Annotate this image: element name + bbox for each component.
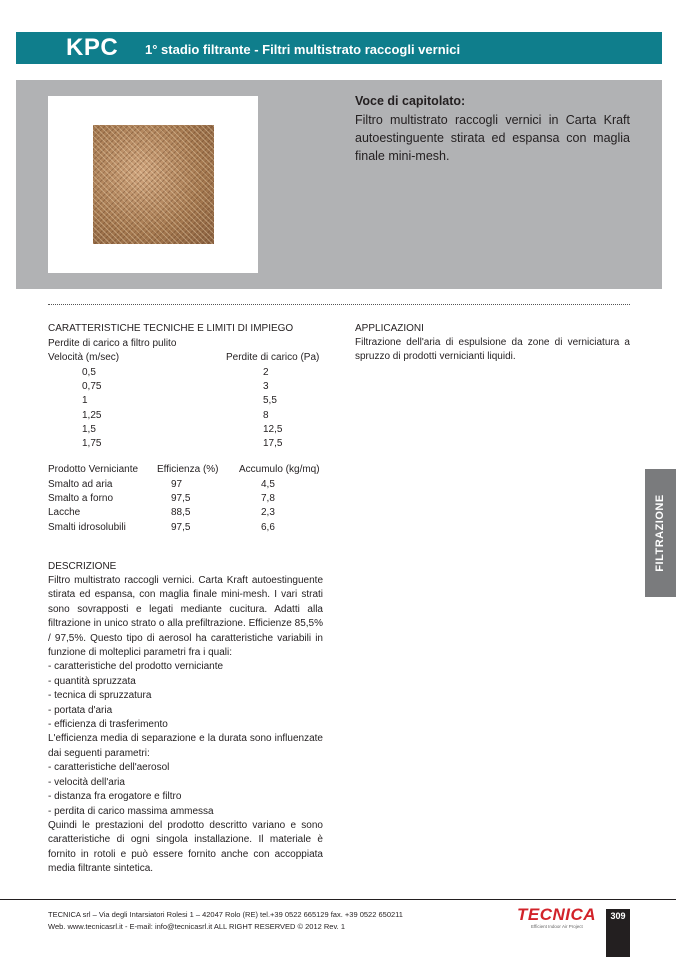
velocity-value: 0,75 bbox=[82, 381, 102, 392]
list-item: - perdita di carico massima ammessa bbox=[48, 805, 214, 817]
velocity-value: 1 bbox=[82, 395, 88, 406]
description-middle: L'efficienza media di separazione e la durata sono influenzate dai seguenti parametri: bbox=[48, 733, 323, 759]
side-tab-label: FILTRAZIONE bbox=[654, 494, 666, 572]
section-divider bbox=[48, 304, 630, 305]
loss-value: 8 bbox=[263, 410, 269, 421]
product-photo bbox=[93, 125, 214, 244]
velocity-value: 0,5 bbox=[82, 367, 96, 378]
velocity-value: 1,25 bbox=[82, 410, 102, 421]
paint-efficiency: 97,5 bbox=[171, 493, 191, 504]
description-body bbox=[48, 574, 323, 877]
paint-efficiency: 97,5 bbox=[171, 522, 191, 533]
spec-text: Filtro multistrato raccogli vernici in Carta Kraft autoestinguente stirata ed espansa con maglia finale mini-mesh. bbox=[355, 113, 630, 163]
list-item: - portata d'aria bbox=[48, 704, 113, 716]
list-item: - tecnica di spruzzatura bbox=[48, 690, 152, 702]
list-item: - efficienza di trasferimento bbox=[48, 719, 168, 731]
applications-text: Filtrazione dell'aria di espulsione da zone di verniciatura a spruzzo di prodotti vernicianti liquidi. bbox=[355, 337, 630, 363]
efficiency-header: Efficienza (%) bbox=[157, 464, 219, 475]
hero-panel bbox=[16, 80, 662, 289]
characteristics-title: CARATTERISTICHE TECNICHE E LIMITI DI IMPIEGO bbox=[48, 323, 294, 334]
page-title: 1° stadio filtrante - Filtri multistrato raccogli vernici bbox=[145, 42, 461, 57]
list-item: - quantità spruzzata bbox=[48, 675, 136, 687]
loss-value: 2 bbox=[263, 367, 269, 378]
paint-efficiency: 97 bbox=[171, 479, 183, 490]
footer-address: TECNICA srl – Via degli Intarsiatori Rolesi 1 – 42047 Rolo (RE) tel.+39 0522 665129 fax. +39 0522 650211 bbox=[48, 910, 403, 919]
brand-logo: TECNICA bbox=[517, 905, 597, 924]
product-code: KPC bbox=[66, 34, 119, 61]
characteristics-subtitle: Perdite di carico a filtro pulito bbox=[48, 338, 177, 349]
description-title: DESCRIZIONE bbox=[48, 561, 117, 572]
brand-tagline: Efficient Indoor Air Project bbox=[531, 924, 583, 929]
velocity-value: 1,5 bbox=[82, 424, 96, 435]
accumulation-header: Accumulo (kg/mq) bbox=[239, 464, 320, 475]
page-number-box bbox=[606, 909, 630, 957]
loss-value: 3 bbox=[263, 381, 269, 392]
list-item: - velocità dell'aria bbox=[48, 776, 125, 788]
velocity-value: 1,75 bbox=[82, 438, 102, 449]
description-outro: Quindi le prestazioni del prodotto descritto variano e sono caratteristiche di ogni singola installazione. Il materiale è fornito in rotoli e può essere fornito anche con accoppiata media filtrante sintetica. bbox=[48, 819, 323, 875]
spec-title: Voce di capitolato: bbox=[355, 94, 466, 108]
page-number: 309 bbox=[610, 911, 626, 921]
paint-accumulation: 6,6 bbox=[261, 522, 275, 533]
list-item: - caratteristiche del prodotto verniciante bbox=[48, 661, 224, 673]
product-header: Prodotto Verniciante bbox=[48, 464, 139, 475]
loss-value: 12,5 bbox=[263, 424, 283, 435]
section-side-tab bbox=[645, 469, 676, 597]
velocity-header: Velocità (m/sec) bbox=[48, 352, 120, 363]
paint-accumulation: 7,8 bbox=[261, 493, 275, 504]
header-bar bbox=[16, 32, 662, 64]
paint-efficiency: 88,5 bbox=[171, 507, 191, 518]
loss-value: 17,5 bbox=[263, 438, 283, 449]
paint-name: Smalto ad aria bbox=[48, 479, 113, 490]
applications-title: APPLICAZIONI bbox=[355, 323, 424, 334]
footer-rule bbox=[0, 899, 676, 900]
loss-value: 5,5 bbox=[263, 395, 277, 406]
paint-name: Lacche bbox=[48, 507, 81, 518]
list-item: - caratteristiche dell'aerosol bbox=[48, 762, 170, 774]
pressure-loss-header: Perdite di carico (Pa) bbox=[226, 352, 320, 363]
paint-accumulation: 2,3 bbox=[261, 507, 275, 518]
paint-name: Smalti idrosolubili bbox=[48, 522, 126, 533]
list-item: - distanza fra erogatore e filtro bbox=[48, 791, 182, 803]
description-intro: Filtro multistrato raccogli vernici. Carta Kraft autoestinguente stirata ed espansa, con maglia finale mini-mesh. I vari strati sono sovrapposti e legati mediante cucitura. Adatti alla filtrazione in unico strato o alla prefiltrazione. Efficienze 85,5% / 97,5%. Questo tipo di aerosol ha caratteristiche variabili in funzione di molteplici parametri fra i quali: bbox=[48, 575, 323, 659]
paint-name: Smalto a forno bbox=[48, 493, 114, 504]
paint-accumulation: 4,5 bbox=[261, 479, 275, 490]
footer-web: Web. www.tecnicasrl.it - E-mail: info@tecnicasrl.it ALL RIGHT RESERVED © 2012 Rev. 1 bbox=[48, 922, 345, 931]
